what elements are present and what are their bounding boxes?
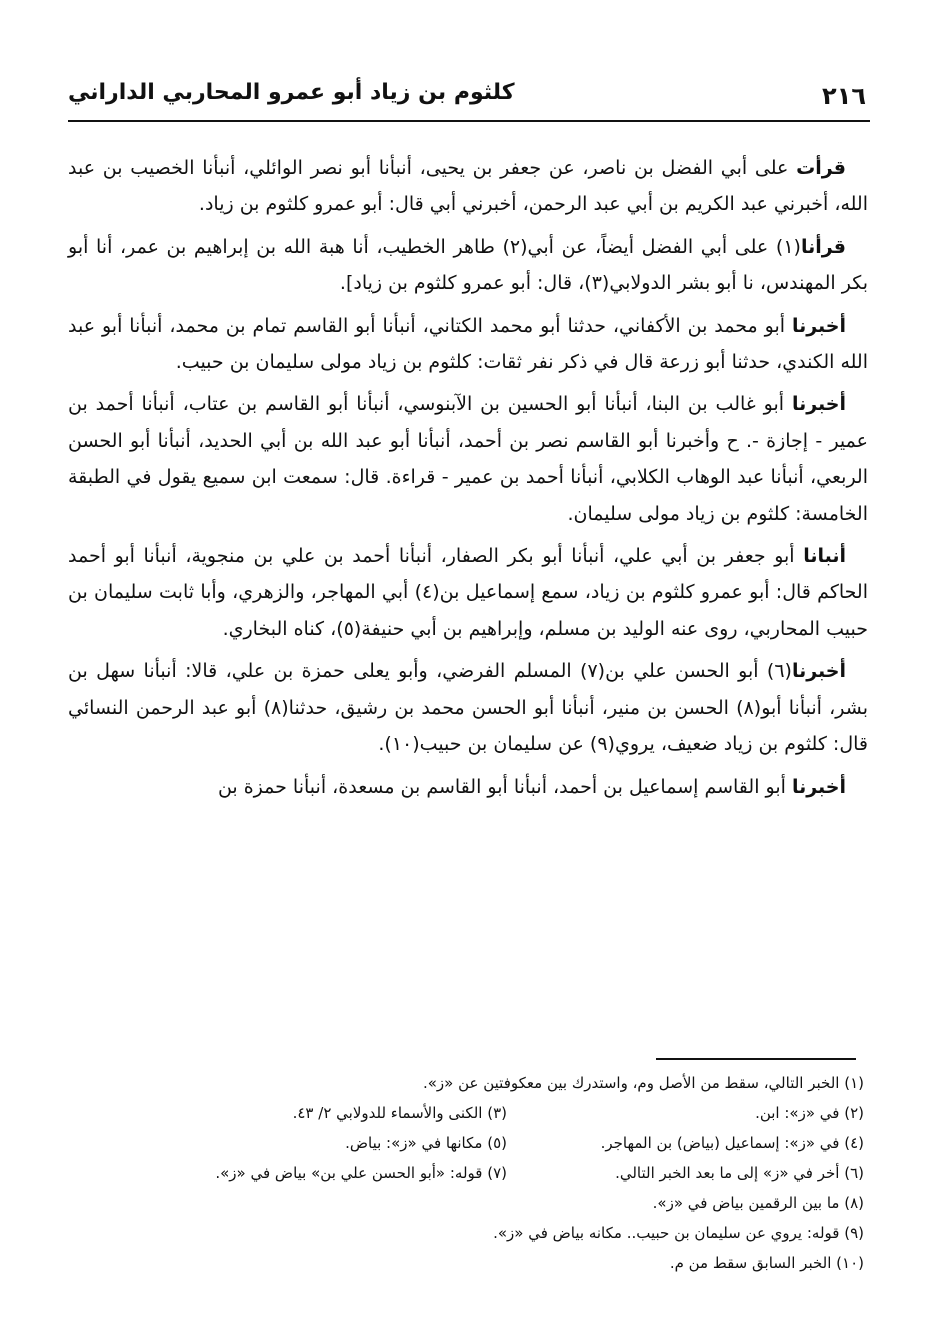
footnote: (٨) ما بين الرقمين بياض في «ز».: [652, 1194, 864, 1212]
footnote: (٩) قوله: يروي عن سليمان بن حبيب.. مكانه بياض في «ز».: [493, 1224, 864, 1242]
paragraph: [68, 308, 868, 381]
paragraph: [68, 150, 868, 223]
paragraph-text: أبو محمد بن الأكفاني، حدثنا أبو محمد الكتاني، أنبأنا أبو القاسم تمام بن محمد، أنبأنا أبو عبد الله الكندي، حدثنا أبو زرعة قال في ذكر نفر ثقات: كلثوم بن زياد مولى سليمان بن حبيب.: [68, 314, 868, 374]
paragraph-lead-word: أخبرنا: [791, 660, 847, 683]
footnote: (٦) أخر في «ز» إلى ما بعد الخبر التالي.: [615, 1164, 864, 1182]
footnote: (٢) في «ز»: ابن.: [755, 1104, 864, 1122]
paragraph-text: أبو القاسم إسماعيل بن أحمد، أنبأنا أبو القاسم بن مسعدة، أنبأنا حمزة بن: [217, 775, 792, 798]
paragraph-text: على أبي الفضل بن ناصر، عن جعفر بن يحيى، أنبأنا أبو نصر الوائلي، أنبأنا الخصيب بن عبد الله، أخبرني عبد الكريم بن أبي عبد الرحمن، أخبرني أبي قال: أبو عمرو كلثوم بن زياد.: [68, 157, 868, 216]
paragraph-lead-word: أخبرنا: [791, 314, 846, 337]
paragraph-lead-word: أخبرنا: [791, 775, 846, 798]
paragraph: [68, 386, 868, 532]
footnote: (٥) مكانها في «ز»: بياض.: [345, 1134, 507, 1152]
footnote: (٣) الكنى والأسماء للدولابي ٢/ ٤٣.: [292, 1104, 507, 1122]
paragraph: [68, 769, 868, 805]
paragraph-text: أبو غالب بن البنا، أنبأنا أبو الحسين بن الآبنوسي، أنبأنا أبو القاسم بن عتاب، أنبأنا أحمد بن عمير - إجازة -. ح وأخبرنا أبو القاسم نصر بن أحمد، أنبأنا أبو عبد الله بن أبي الحديد، أنبأنا أبو الحسن الربعي، أنبأنا عبد الوهاب الكلابي، أنبأنا أحمد بن عمير - قراءة. قال: سمعت ابن سميع يقول في الطبقة الخامسة: كلثوم بن زياد مولى سليمان.: [68, 393, 868, 525]
paragraph-text: (٦) أبو الحسن علي بن(٧) المسلم الفرضي، وأبو يعلى حمزة بن علي، قالا: أنبأنا سهل بن بشر، أنبأنا أبو(٨) الحسن بن منير، أنبأنا أبو الحسن محمد بن رشيق، حدثنا(٨) أبو عبد الرحمن النسائي قال: كلثوم بن زياد ضعيف، يروي(٩) عن سليمان بن حبيب(١٠).: [68, 660, 868, 756]
footnote: (٤) في «ز»: إسماعيل (بياض) بن المهاجر.: [600, 1134, 864, 1152]
footnote-row: [150, 1158, 864, 1188]
paragraph-lead-word: قرأت: [796, 157, 846, 179]
footnote-divider: [656, 1058, 856, 1060]
paragraph-lead-word: أنبانا: [803, 545, 846, 568]
footnotes: [150, 1068, 864, 1278]
page-header: [68, 78, 870, 122]
footnote: (١) الخبر التالي، سقط من الأصل وم، واستدرك بين معكوفتين عن «ز».: [422, 1074, 864, 1092]
main-text: [68, 150, 868, 811]
paragraph-lead-word: قرأنا: [800, 235, 846, 258]
footnote: (١٠) الخبر السابق سقط من م.: [669, 1254, 864, 1272]
page-number: ٢١٦: [822, 82, 866, 110]
paragraph: [68, 653, 868, 762]
paragraph-text: (١) على أبي الفضل أيضاً، عن أبي(٢) طاهر الخطيب، أنا هبة الله بن إبراهيم بن عمر، أنا أبو بكر المهندس، نا أبو بشر الدولابي(٣)، قال: أبو عمرو كلثوم بن زياد].: [68, 235, 868, 295]
running-title: كلثوم بن زياد أبو عمرو المحاربي الداراني: [68, 80, 515, 105]
footnote-row: [150, 1128, 864, 1158]
paragraph-lead-word: أخبرنا: [791, 393, 846, 416]
paragraph: [68, 229, 868, 302]
paragraph: [68, 538, 868, 647]
paragraph-text: أبو جعفر بن أبي علي، أنبأنا أبو بكر الصفار، أنبأنا أحمد بن علي بن منجوية، أنبأنا أبو أحمد الحاكم قال: أبو عمرو كلثوم بن زياد، سمع إسماعيل بن(٤) أبي المهاجر، والزهري، وأبا ثابت سليمان بن حبيب المحاربي، روى عنه الوليد بن مسلم، وإبراهيم بن أبي حنيفة(٥)، كناه البخاري.: [68, 545, 868, 640]
footnote: (٧) قوله: «أبو الحسن علي بن» بياض في «ز».: [215, 1164, 507, 1182]
footnote-row: [150, 1098, 864, 1128]
